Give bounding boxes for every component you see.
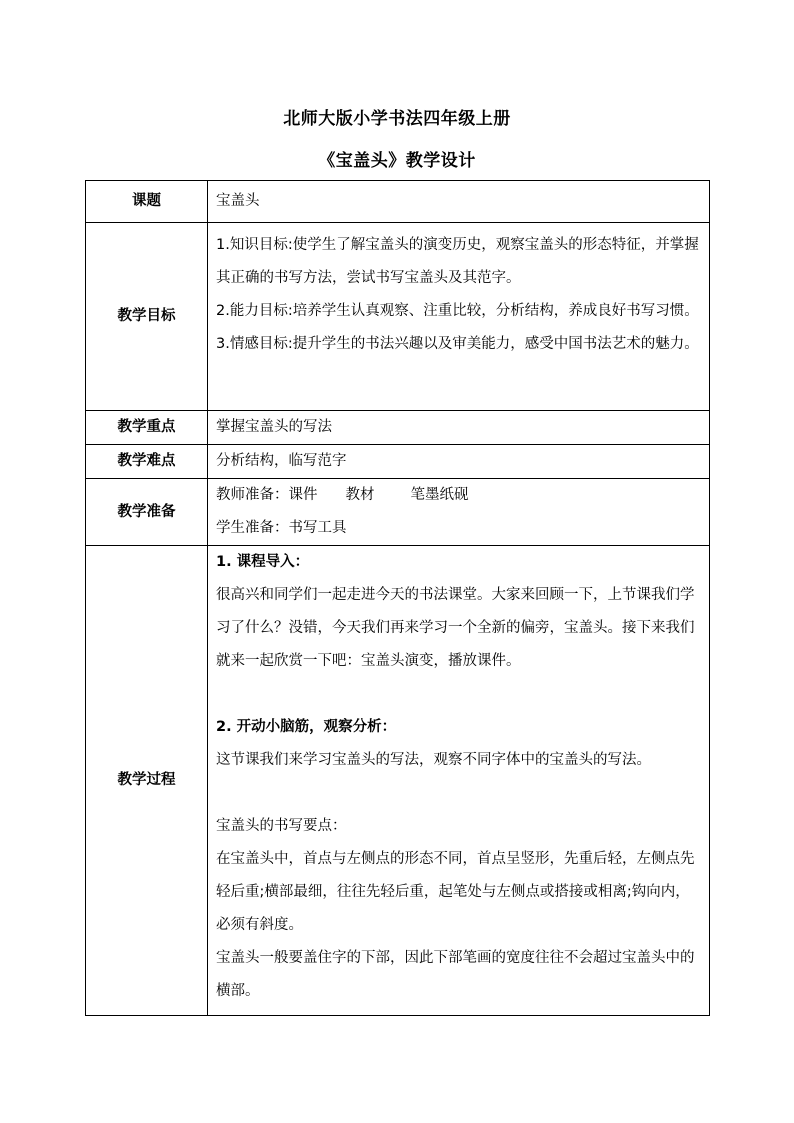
document-title: 北师大版小学书法四年级上册	[283, 109, 511, 129]
row-goals	[86, 223, 710, 411]
process-section2-title: 2. 开动小脑筋，观察分析：	[216, 719, 397, 735]
label-goals: 教学目标	[86, 223, 208, 411]
teacher-prep-item-tools: 笔墨纸砚	[410, 487, 469, 503]
row-difficulties	[86, 445, 710, 479]
process-points-title: 宝盖头的书写要点：	[216, 818, 347, 834]
teacher-prep-prefix: 教师准备：课件	[216, 487, 318, 503]
value-process	[208, 546, 710, 1016]
goal-emotion: 3.情感目标:提升学生的书法兴趣以及审美能力，感受中国书法艺术的魅力。	[216, 336, 699, 352]
teacher-preparation	[216, 479, 703, 512]
label-difficulties: 教学难点	[86, 445, 208, 479]
row-topic	[86, 181, 710, 223]
teacher-prep-item-textbook: 教材	[345, 487, 375, 503]
label-preparation: 教学准备	[86, 479, 208, 546]
label-topic: 课题	[86, 181, 208, 223]
key-points-text: 掌握宝盖头的写法	[216, 419, 332, 435]
process-section2-text: 这节课我们来学习宝盖头的写法，观察不同字体中的宝盖头的写法。	[216, 752, 651, 768]
process-points-text1: 在宝盖头中，首点与左侧点的形态不同，首点呈竖形，先重后轻，左侧点先轻后重;横部最细，往往先轻后重，起笔处与左侧点或搭接或相离;钩向内，必须有斜度。	[216, 851, 695, 933]
process-section1-text: 很高兴和同学们一起走进今天的书法课堂。大家来回顾一下，上节课我们学习了什么？没错，今天我们再来学习一个全新的偏旁，宝盖头。接下来我们就来一起欣赏一下吧：宝盖头演变，播放课件。	[216, 587, 695, 669]
process-section1-title: 1. 课程导入：	[216, 554, 310, 570]
row-preparation	[86, 479, 710, 546]
label-key-points: 教学重点	[86, 411, 208, 445]
row-process	[86, 546, 710, 1016]
student-preparation: 学生准备：书写工具	[216, 520, 347, 536]
value-key-points	[208, 411, 710, 445]
value-preparation	[208, 479, 710, 546]
value-difficulties	[208, 445, 710, 479]
value-topic	[208, 181, 710, 223]
lesson-plan-table	[85, 180, 710, 1016]
document-subtitle: 《宝盖头》教学设计	[318, 151, 476, 171]
label-process: 教学过程	[86, 546, 208, 1016]
value-goals	[208, 223, 710, 411]
topic-text: 宝盖头	[216, 193, 260, 209]
process-points-text2: 宝盖头一般要盖住字的下部，因此下部笔画的宽度往往不会超过宝盖头中的横部。	[216, 950, 695, 999]
difficulties-text: 分析结构，临写范字	[216, 453, 347, 469]
goal-knowledge: 1.知识目标:使学生了解宝盖头的演变历史，观察宝盖头的形态特征，并掌握其正确的书写方法，尝试书写宝盖头及其范字。	[216, 237, 699, 286]
goal-ability: 2.能力目标:培养学生认真观察、注重比较，分析结构，养成良好书写习惯。	[216, 303, 699, 319]
row-key-points	[86, 411, 710, 445]
